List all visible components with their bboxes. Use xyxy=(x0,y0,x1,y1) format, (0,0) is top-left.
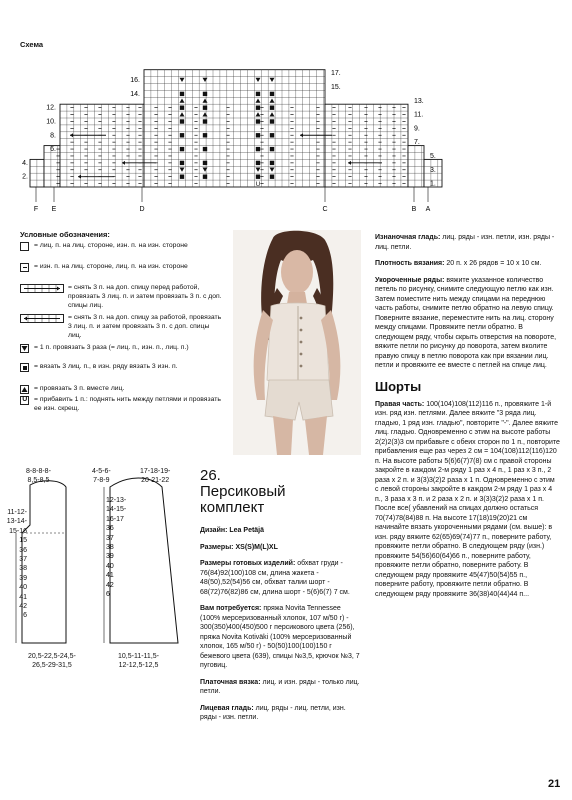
square-mark xyxy=(203,147,207,151)
measure-value: 37 xyxy=(19,556,27,564)
knitting-chart xyxy=(0,30,572,215)
sleeve-bottom-line-1: 10,5-11-11,5- xyxy=(118,653,159,660)
square-mark xyxy=(270,133,274,137)
up-triangle-symbol-icon xyxy=(20,385,29,394)
row-label-left: 6. xyxy=(50,146,56,154)
right-part-paragraph xyxy=(375,400,560,600)
measure-value: 40 xyxy=(19,584,27,592)
square-mark xyxy=(270,119,274,123)
row-label-left: 14. xyxy=(130,90,140,98)
legend-text: = вязать 3 лиц. п., в изн. ряду вязать 3 изн. п. xyxy=(34,363,178,370)
materials-text: пряжа Novita Tennessee (100% мерсеризованный хлопок, 107 м/50 г) - 300(350)400(450)500 г персикового цвета (256), пряжа Novita Kotiväki (100% мерсеризованный хлопок, 165 м/50 г) - 50(50)100(100)150 г бежевого цвета (639), спицы №3,5, крючок №3, 7 пуговиц. xyxy=(200,605,360,669)
measure-value: 6 xyxy=(106,591,110,599)
materials-paragraph xyxy=(200,604,360,671)
sleeve-top-line-2: 20-21-22 xyxy=(141,477,170,485)
gauge-label: Плотность вязания: xyxy=(375,260,445,267)
cable-left-symbol-icon xyxy=(20,284,64,293)
right-part-label: Правая часть: xyxy=(375,400,425,408)
square-mark xyxy=(270,147,274,151)
page-number: 21 xyxy=(548,778,561,790)
square-mark xyxy=(203,161,207,165)
measure-value: 37 xyxy=(106,534,114,542)
jacket-top-line-4: 7-8-9 xyxy=(93,477,110,485)
reverse-text: лиц. ряды - изн. петли, изн. ряды - лиц. петли. xyxy=(375,234,555,251)
row-label-right: 11. xyxy=(414,111,424,119)
square-mark xyxy=(256,133,260,137)
row-label-left: 8. xyxy=(50,132,56,140)
stockinette-paragraph xyxy=(200,704,360,723)
jacket-top-line-2: 8,5-8,5 xyxy=(27,477,50,485)
row-label-left: 12. xyxy=(46,104,56,112)
column-letter: A xyxy=(425,206,431,213)
square-mark xyxy=(256,119,260,123)
sleeve-bottom-measure xyxy=(118,652,159,671)
jacket-bottom-line-2: 26,5-29-31,5 xyxy=(32,662,72,670)
sleeve-top-measure xyxy=(140,467,170,486)
model-title-line-2: комплект xyxy=(200,499,265,516)
measure-value: 38 xyxy=(106,544,114,552)
jacket-top-line-1: 8-8-8-8- xyxy=(26,468,51,475)
measure-value: 14-15- xyxy=(106,506,127,514)
row-label-left: 16. xyxy=(130,77,140,85)
column-letter: C xyxy=(322,206,328,213)
stockinette-text: лиц. ряды - лиц. петли, изн. ряды - изн. петли. xyxy=(200,704,346,721)
square-mark xyxy=(270,161,274,165)
square-mark xyxy=(203,92,207,96)
gauge-paragraph xyxy=(375,259,560,269)
short-rows-text: вяжите указанное количество петель по рисунку, снимите следующую петлю как изн. Затем поместите нить между спицами на переднюю часть работы, снимите петлю обратно на левую спицу. Поверните вязание, переместите нить на лиц. сторону между спицами. Провяжите петли обратно. В следующем ряду, чтобы скрыть отверстия на повороте, вяжите петли по рисунку до поворота, затем вколите правую спицу в петлю поворота как при вязании лиц. петли и провяжите ее вместе с петлей на спице лиц. xyxy=(375,276,557,369)
measure-value: 38 xyxy=(19,565,27,573)
square-mark xyxy=(203,175,207,179)
measure-value: 12-13- xyxy=(106,497,127,504)
chart-title: Схема xyxy=(20,40,44,49)
measure-value: 13-14- xyxy=(6,518,27,526)
model-photo xyxy=(233,230,361,455)
measure-value: 40 xyxy=(106,562,114,570)
measure-value: 36 xyxy=(19,546,27,554)
square-mark xyxy=(203,119,207,123)
shorts-heading: Шорты xyxy=(375,378,422,394)
legend-text: = изн. п. на лиц. стороне, лиц. п. на изн. стороне xyxy=(34,263,188,270)
row-label-left: 4. xyxy=(22,159,28,167)
finished-sizes-paragraph xyxy=(200,559,360,597)
legend-text: = снять 3 п. на доп. спицу перед работой, провязать 3 лиц. п. и затем провязать 3 п. с доп. спицы лиц. xyxy=(68,284,222,310)
sizes-paragraph xyxy=(200,543,360,553)
row-label-left: 2. xyxy=(22,173,28,181)
dash-symbol-icon xyxy=(20,263,29,272)
column-letter: B xyxy=(411,206,417,213)
measure-value: 39 xyxy=(19,574,27,582)
square-mark xyxy=(180,161,184,165)
reverse-stockinette-paragraph xyxy=(375,233,560,252)
down-triangle-symbol-icon xyxy=(20,344,29,353)
measure-value: 41 xyxy=(106,572,114,580)
cable-right-symbol-icon xyxy=(20,314,64,323)
model-title-line-1: Персиковый xyxy=(200,483,286,500)
row-label-right: 1. xyxy=(430,180,436,188)
square-mark xyxy=(256,161,260,165)
row-label-right: 7. xyxy=(414,139,420,147)
sleeve-bottom-line-2: 12-12,5-12,5 xyxy=(118,662,159,670)
model-title xyxy=(200,484,360,516)
row-label-right: 3. xyxy=(430,166,436,174)
jacket-bottom-measure xyxy=(28,652,76,671)
square-mark xyxy=(270,92,274,96)
measure-value: 39 xyxy=(106,553,114,561)
article-column-main xyxy=(200,468,360,723)
square-mark xyxy=(256,106,260,110)
square-mark xyxy=(203,133,207,137)
model-number: 26. xyxy=(200,467,221,484)
square-mark xyxy=(180,175,184,179)
legend-title: Условные обозначения: xyxy=(20,230,110,239)
reverse-label: Изнаночная гладь: xyxy=(375,234,441,241)
finished-label: Размеры готовых изделий: xyxy=(200,560,296,567)
jacket-top-measure xyxy=(26,467,51,486)
finished-text: обхват груди - 76(84)92(100)108 см, длина жакета - 48(50),52(54)56 см, обхват талии шорт - 68(72)76(82)86 см, длина шорт - 5(6)6(7) 7 см. xyxy=(200,560,350,596)
design-paragraph xyxy=(200,526,360,536)
measure-value: 41 xyxy=(19,593,27,601)
row-label-left: 10. xyxy=(46,118,56,126)
row-label-right: 17. xyxy=(331,70,341,78)
square-mark xyxy=(256,92,260,96)
measure-value: 16-17 xyxy=(106,515,124,523)
short-rows-paragraph xyxy=(375,276,560,371)
measure-value: 6 xyxy=(23,612,27,620)
sleeve-side-measures xyxy=(106,496,128,599)
column-letter: F xyxy=(33,206,39,213)
row-label-right: 15. xyxy=(331,84,341,91)
sizes-value: XS(S)M(L)XL xyxy=(235,543,278,551)
square-mark xyxy=(270,175,274,179)
stockinette-label: Лицевая гладь: xyxy=(200,704,254,712)
right-part-text: 100(104)108(112)116 п., провяжите 1-й изн. ряд изн. петлями. Далее вяжите "3 ряда лиц. гладью, 1 ряд изн. гладью", повторите "-". Далее вяжите лиц. гладью. Одновременно с этим на высоте работы 2(2)2(3)3 см прибавьте с обеих сторон по 1 п., повторите прибавления еще раз через 2 см = 104(108)112(116)120 п. На высоте работы 5(6)6(7)7(8) см с правой стороны закройте в каждом 2-м ряду 1 раз х 4 п., 1 раз х 3 п., 2 раза х 2 п. и 3(3)3(2)2 раза х 1 п. Одновременно с этим с левой стороны закройте в каждом 2-м ряду 1 раз х 4 п., 3 раза х 3 п. и 2 раза х 2 п. и 3(3)3(2)2 раза х 1 п. После все( убавлений на спицах должно остаться 70(74)78(84)88 п. На высоте 17(18)19(20)21 см начинайте вязать укороченными рядами (см. выше): в изн. ряду вяжите 62(65)69(74)77 п., поверните работу, провяжите петли обратно. В следующем ряду (изн.) провяжите 54(56)60(64)66 п., поверните работу, провяжите петли обратно, поверните работу. В следующем ряду провяжите 45(47)50(54)55 п., поверните работу, провяжите петли обратно. В следующем ряду провяжите 36(38)40(44)44 п... xyxy=(375,400,560,598)
jacket-side-measures xyxy=(5,508,27,621)
square-mark xyxy=(270,106,274,110)
row-label-right: 13. xyxy=(414,97,424,105)
measure-value: 15-16 xyxy=(9,527,27,535)
square-mark xyxy=(203,106,207,110)
square-symbol-icon xyxy=(20,363,29,372)
square-mark xyxy=(180,133,184,137)
measure-value: 11-12- xyxy=(7,509,27,516)
blank-symbol-icon xyxy=(20,242,29,251)
measure-value: 42 xyxy=(106,581,114,589)
legend-text: = снять 3 п. на доп. спицу за работой, провязать 3 лиц. п. и затем провязать 3 п. с доп. спицы лиц. xyxy=(68,314,222,340)
garment-pattern xyxy=(0,465,200,670)
u-symbol-icon: U xyxy=(20,396,29,405)
short-rows-label: Укороченные ряды: xyxy=(375,276,445,284)
square-mark xyxy=(180,119,184,123)
square-mark xyxy=(180,147,184,151)
garter-text: лиц. и изн. ряды - только лиц. петли. xyxy=(200,678,360,695)
jacket-top-line-3: 4-5-6- xyxy=(92,468,111,475)
measure-value: 36 xyxy=(106,525,114,533)
square-mark xyxy=(256,147,260,151)
jacket-bottom-line-1: 20,5-22,5-24,5- xyxy=(28,653,76,660)
jacket-top-measure-2 xyxy=(92,467,111,486)
article-column-right xyxy=(375,233,560,599)
materials-label: Вам потребуется: xyxy=(200,605,262,612)
column-letter: D xyxy=(139,206,145,213)
sizes-label: Размеры: xyxy=(200,543,234,551)
row-label-right: 9. xyxy=(414,125,420,133)
design-label: Дизайн: xyxy=(200,527,228,534)
increase-mark: U xyxy=(255,182,261,188)
column-letter: E xyxy=(51,206,57,213)
legend-text: = провязать 3 п. вместе лиц. xyxy=(34,385,125,392)
square-mark xyxy=(180,106,184,110)
garter-paragraph xyxy=(200,678,360,697)
row-label-right: 5. xyxy=(430,153,436,160)
measure-value: 42 xyxy=(19,603,27,611)
measure-value: 15 xyxy=(19,537,27,545)
garter-label: Платочная вязка: xyxy=(200,678,261,686)
gauge-text: 20 п. х 26 рядов = 10 х 10 см. xyxy=(446,260,542,267)
square-mark xyxy=(180,92,184,96)
legend-text: = 1 п. провязать 3 раза (= лиц. п., изн. п., лиц. п.) xyxy=(34,344,189,351)
design-value: Lea Petäjä xyxy=(229,527,265,534)
legend-text: = лиц. п. на лиц. стороне, изн. п. на изн. стороне xyxy=(34,242,188,249)
square-mark xyxy=(256,175,260,179)
legend-text: = прибавить 1 п.: поднять нить между петлями и провязать ее изн. скрещ. xyxy=(34,396,221,413)
sleeve-top-line-1: 17-18-19- xyxy=(140,468,171,475)
